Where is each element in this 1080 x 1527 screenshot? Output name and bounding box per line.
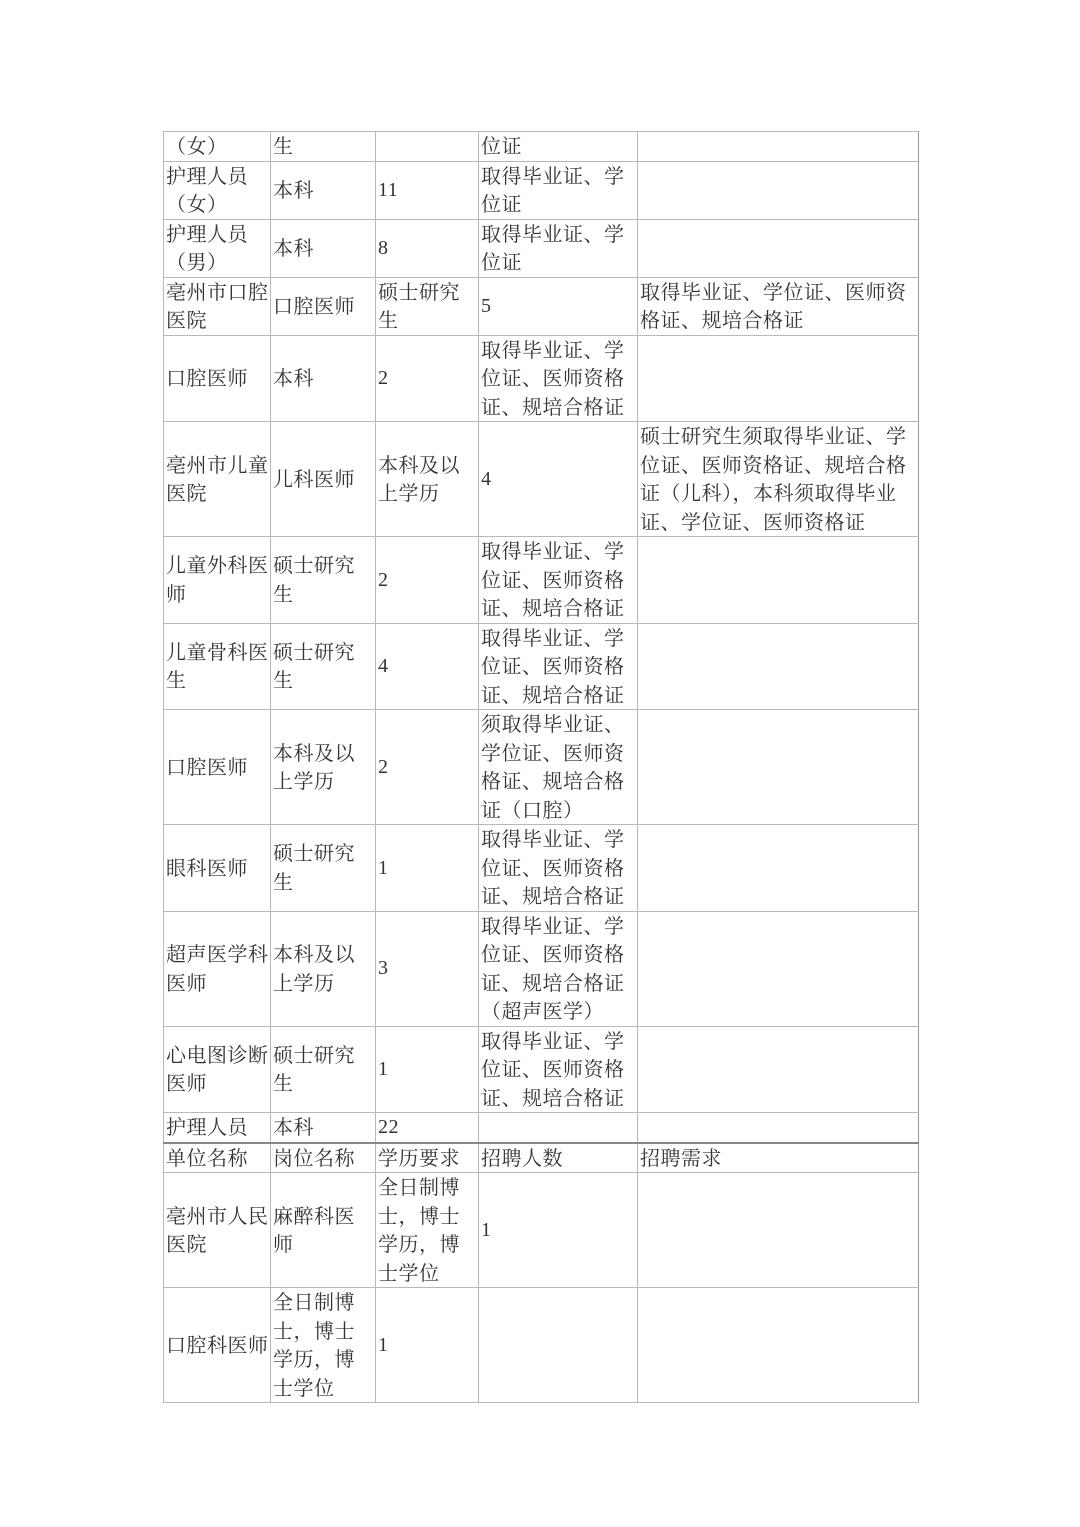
cell-requirement: 取得毕业证、学位证、医师资格证、规培合格证: [638, 277, 919, 335]
table-row: [164, 219, 919, 277]
cell-unit: 口腔科医师: [164, 1288, 271, 1403]
cell-requirement: [638, 1026, 919, 1113]
cell-education: 学历要求: [376, 1143, 479, 1173]
cell-position: 麻醉科医师: [271, 1173, 376, 1288]
cell-count: 取得毕业证、学位证、医师资格证、规培合格证: [479, 825, 638, 912]
cell-count: 1: [479, 1173, 638, 1288]
cell-position: 硕士研究生: [271, 623, 376, 710]
cell-requirement: [638, 1173, 919, 1288]
table-row: [164, 335, 919, 422]
cell-requirement: [638, 1288, 919, 1403]
cell-count: 取得毕业证、学位证、医师资格证、规培合格证: [479, 623, 638, 710]
cell-education: 3: [376, 911, 479, 1026]
recruitment-table: [163, 131, 919, 1403]
cell-count: 取得毕业证、学位证、医师资格证、规培合格证（超声医学）: [479, 911, 638, 1026]
cell-requirement: [638, 1113, 919, 1143]
cell-count: 取得毕业证、学位证: [479, 219, 638, 277]
cell-unit: 口腔医师: [164, 335, 271, 422]
cell-position: 本科及以上学历: [271, 911, 376, 1026]
cell-position: 本科: [271, 161, 376, 219]
cell-unit: 心电图诊断医师: [164, 1026, 271, 1113]
cell-education: 硕士研究生: [376, 277, 479, 335]
cell-education: 22: [376, 1113, 479, 1143]
table-row: [164, 1288, 919, 1403]
cell-unit: 亳州市人民医院: [164, 1173, 271, 1288]
table-row: [164, 623, 919, 710]
cell-education: 2: [376, 710, 479, 825]
cell-education: 8: [376, 219, 479, 277]
cell-unit: 护理人员（女）: [164, 161, 271, 219]
cell-requirement: 招聘需求: [638, 1143, 919, 1173]
cell-position: 本科: [271, 219, 376, 277]
cell-count: 须取得毕业证、学位证、医师资格证、规培合格证（口腔）: [479, 710, 638, 825]
cell-unit: 单位名称: [164, 1143, 271, 1173]
cell-unit: 儿童外科医师: [164, 537, 271, 624]
cell-requirement: [638, 623, 919, 710]
cell-requirement: [638, 537, 919, 624]
cell-count: 4: [479, 422, 638, 537]
cell-unit: 护理人员（男）: [164, 219, 271, 277]
cell-position: 口腔医师: [271, 277, 376, 335]
cell-requirement: [638, 335, 919, 422]
cell-unit: 儿童骨科医生: [164, 623, 271, 710]
cell-requirement: [638, 132, 919, 162]
cell-requirement: [638, 825, 919, 912]
cell-position: 硕士研究生: [271, 537, 376, 624]
cell-unit: 眼科医师: [164, 825, 271, 912]
cell-education: 本科及以上学历: [376, 422, 479, 537]
cell-count: 5: [479, 277, 638, 335]
cell-requirement: [638, 911, 919, 1026]
cell-count: 招聘人数: [479, 1143, 638, 1173]
cell-requirement: [638, 219, 919, 277]
table-row: [164, 1026, 919, 1113]
cell-position: 本科: [271, 1113, 376, 1143]
cell-count: 取得毕业证、学位证、医师资格证、规培合格证: [479, 537, 638, 624]
table-row: [164, 911, 919, 1026]
cell-count: 取得毕业证、学位证、医师资格证、规培合格证: [479, 335, 638, 422]
table-header-row: [164, 1143, 919, 1173]
cell-position: 全日制博士，博士学历，博士学位: [271, 1288, 376, 1403]
document-page: [163, 131, 918, 1403]
cell-unit: 口腔医师: [164, 710, 271, 825]
cell-position: 硕士研究生: [271, 1026, 376, 1113]
cell-education: 1: [376, 1026, 479, 1113]
cell-education: 1: [376, 825, 479, 912]
cell-education: [376, 132, 479, 162]
cell-position: 硕士研究生: [271, 825, 376, 912]
cell-requirement: [638, 161, 919, 219]
table-row: [164, 277, 919, 335]
table-row: [164, 132, 919, 162]
cell-education: 1: [376, 1288, 479, 1403]
table-row: [164, 710, 919, 825]
cell-unit: 护理人员: [164, 1113, 271, 1143]
cell-position: 本科: [271, 335, 376, 422]
cell-requirement: 硕士研究生须取得毕业证、学位证、医师资格证、规培合格证（儿科），本科须取得毕业证、学位证、医师资格证: [638, 422, 919, 537]
cell-position: 岗位名称: [271, 1143, 376, 1173]
table-row: [164, 161, 919, 219]
table-row: [164, 825, 919, 912]
cell-count: 取得毕业证、学位证、医师资格证、规培合格证: [479, 1026, 638, 1113]
cell-position: 儿科医师: [271, 422, 376, 537]
cell-position: 本科及以上学历: [271, 710, 376, 825]
table-row: [164, 537, 919, 624]
table-row: [164, 1113, 919, 1143]
cell-education: 11: [376, 161, 479, 219]
cell-count: 取得毕业证、学位证: [479, 161, 638, 219]
cell-education: 全日制博士，博士学历，博士学位: [376, 1173, 479, 1288]
table-row: [164, 1173, 919, 1288]
cell-count: [479, 1288, 638, 1403]
cell-unit: 亳州市儿童医院: [164, 422, 271, 537]
cell-count: 位证: [479, 132, 638, 162]
cell-unit: （女）: [164, 132, 271, 162]
cell-education: 2: [376, 537, 479, 624]
cell-position: 生: [271, 132, 376, 162]
cell-count: [479, 1113, 638, 1143]
cell-requirement: [638, 710, 919, 825]
cell-education: 2: [376, 335, 479, 422]
cell-unit: 超声医学科医师: [164, 911, 271, 1026]
table-row: [164, 422, 919, 537]
cell-education: 4: [376, 623, 479, 710]
cell-unit: 亳州市口腔医院: [164, 277, 271, 335]
